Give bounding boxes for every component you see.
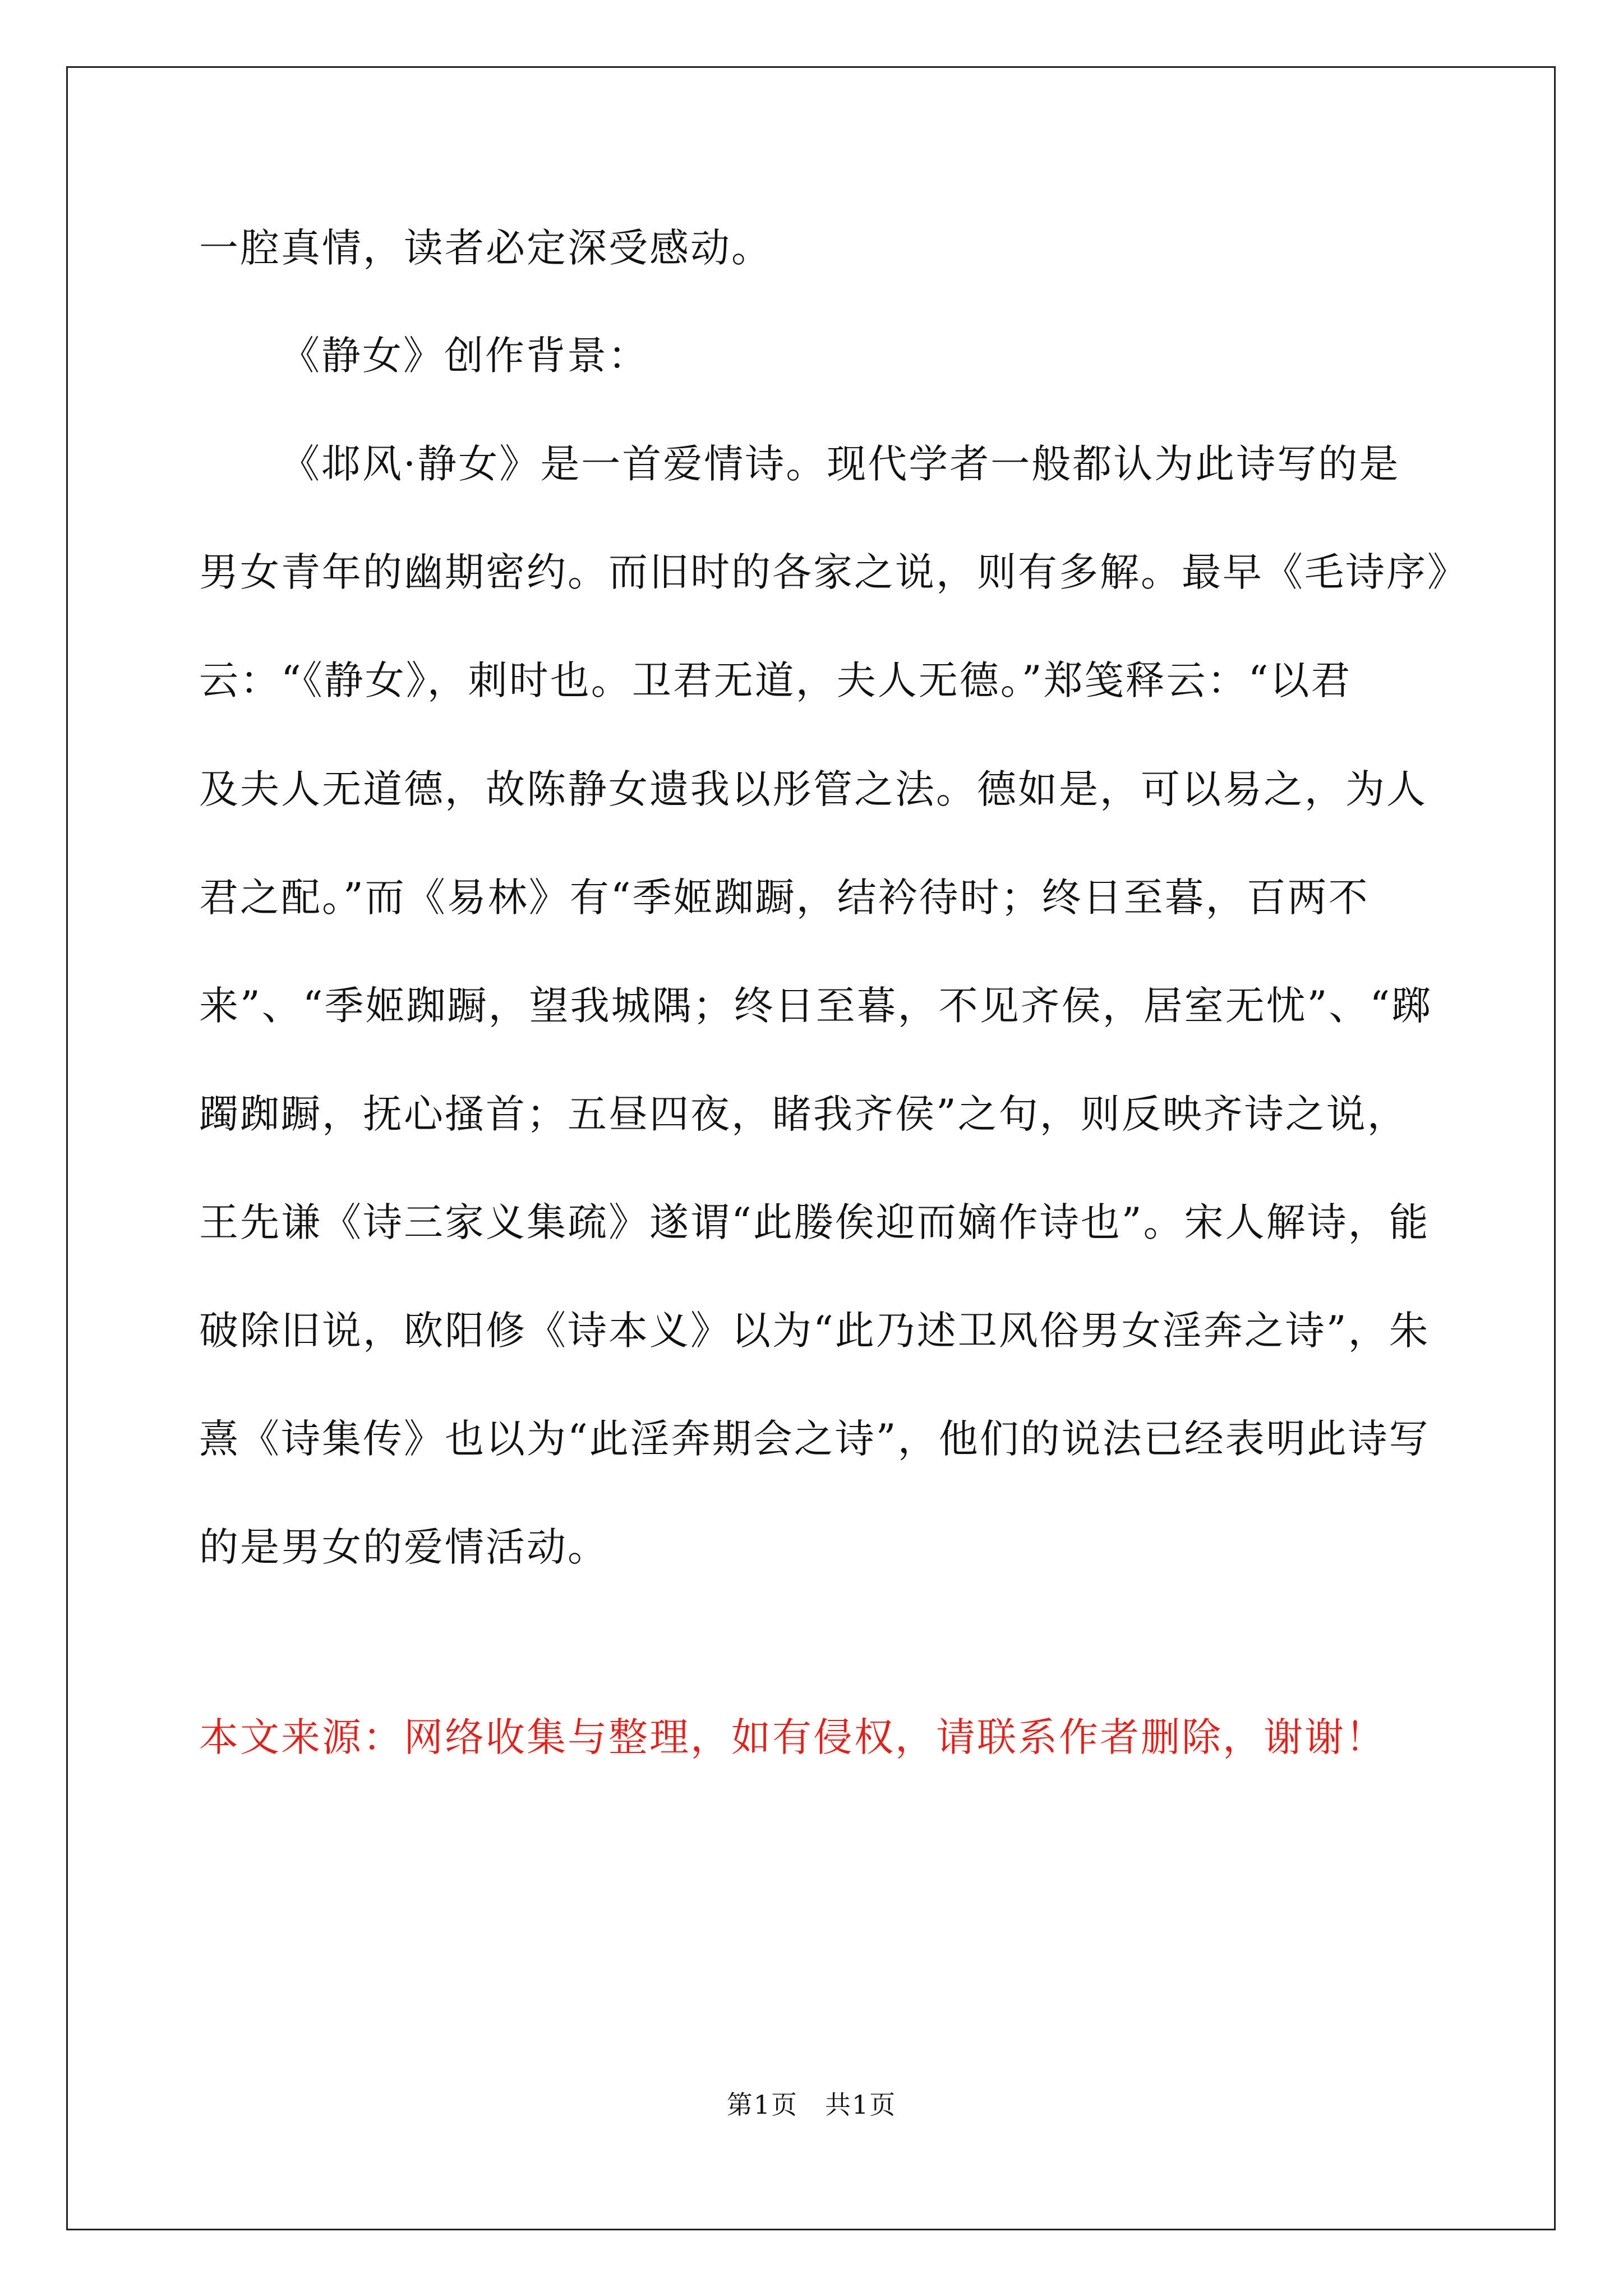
body-line-3: 《邶风·静女》是一首爱情诗。现代学者一般都认为此诗写的是 bbox=[280, 441, 1400, 487]
source-note: 本文来源：网络收集与整理，如有侵权，请联系作者删除，谢谢！ bbox=[199, 1714, 1386, 1760]
body-line-7: 君之配。”而《易林》有“季姬踟蹰，结衿待时；终日至暮，百两不 bbox=[199, 875, 1370, 921]
body-line-10: 王先谦《诗三家义集疏》遂谓“此媵俟迎而嫡作诗也”。宋人解诗，能 bbox=[199, 1199, 1430, 1245]
body-line-12: 熹《诗集传》也以为“此淫奔期会之诗”，他们的说法已经表明此诗写 bbox=[199, 1416, 1430, 1462]
body-line-4: 男女青年的幽期密约。而旧时的各家之说，则有多解。最早《毛诗序》 bbox=[199, 549, 1468, 595]
body-line-6: 及夫人无道德，故陈静女遗我以彤管之法。德如是，可以易之，为人 bbox=[199, 766, 1427, 812]
page-frame bbox=[66, 66, 1556, 2230]
section-heading: 《静女》创作背景： bbox=[280, 333, 649, 379]
body-line-5: 云：“《静女》，刺时也。卫君无道，夫人无德。”郑笺释云：“以君 bbox=[199, 657, 1352, 703]
body-line-8: 来”、“季姬踟蹰，望我城隅；终日至暮，不见齐侯，居室无忧”、“踯 bbox=[199, 983, 1433, 1029]
body-line-9: 躅踟蹰，抚心搔首；五昼四夜，睹我齐侯”之句，则反映齐诗之说， bbox=[199, 1091, 1408, 1137]
body-line-11: 破除旧说，欧阳修《诗本义》以为“此乃述卫风俗男女淫奔之诗”，朱 bbox=[199, 1308, 1430, 1354]
body-line-1: 一腔真情，读者必定深受感动。 bbox=[199, 225, 772, 271]
page-number-footer: 第1页 共1页 bbox=[726, 2090, 897, 2120]
body-line-13: 的是男女的爱情活动。 bbox=[199, 1524, 608, 1570]
